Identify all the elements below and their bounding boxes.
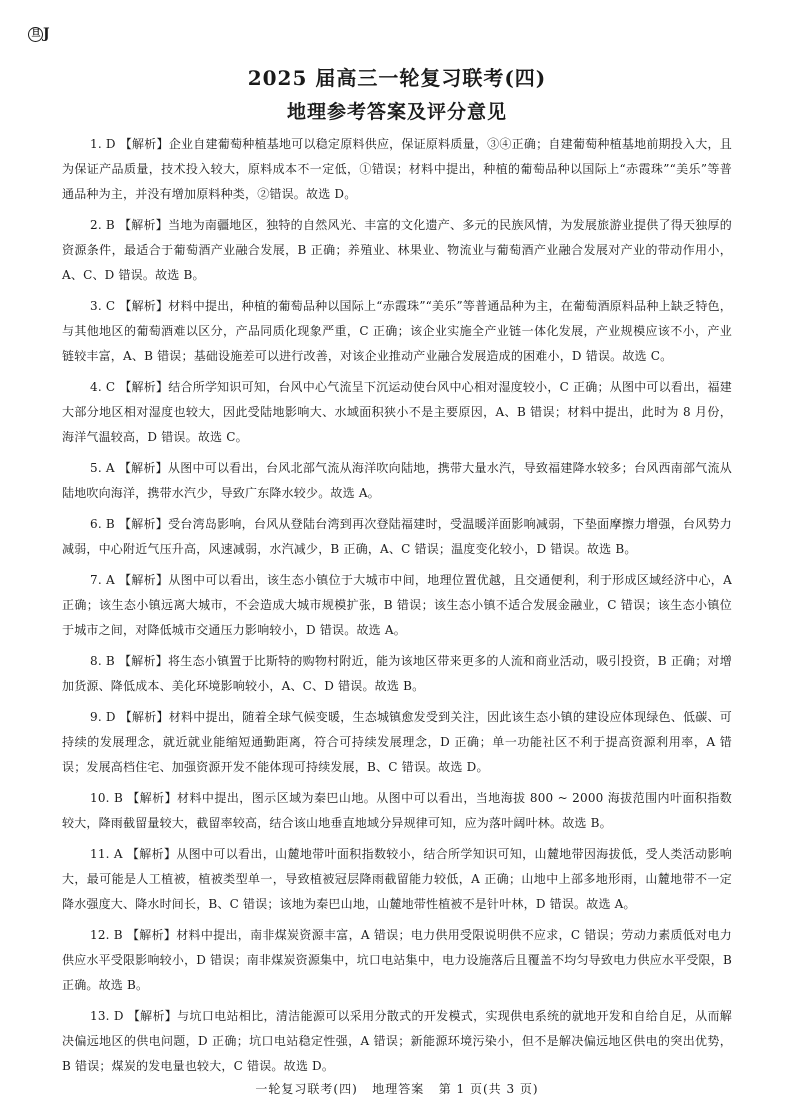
answer-item-10 <box>62 786 732 836</box>
answer-list <box>62 132 732 1085</box>
answer-text: 当地为南疆地区，独特的自然风光、丰富的文化遗产、多元的民族风情，为发展旅游业提供了得天独厚的资源条件，最适合于葡萄酒产业融合发展，B 正确；养殖业、林果业、物流业与葡萄酒产业融合发展对产业的带动作用小，A、C、D 错误。故选 B。 <box>62 218 732 282</box>
answer-number: 2. B <box>90 218 115 232</box>
analysis-tag: 【解析】 <box>119 299 169 313</box>
answer-text: 材料中提出，种植的葡萄品种以国际上“赤霞珠”“美乐”等普通品种为主，在葡萄酒原料品种上缺乏特色，与其他地区的葡萄酒难以区分，产品同质化现象严重，C 正确；该企业实施全产业链一体化发展，产业规模应该不小，产业链较丰富，A、B 错误；基础设施差可以进行改善，对该企业推动产业融合发展造成的困难小，D 错误。故选 C。 <box>62 299 732 363</box>
footer-subject: 地理答案 <box>372 1082 425 1096</box>
answer-number: 13. D <box>90 1009 124 1023</box>
answer-number: 1. D <box>90 137 116 151</box>
answer-text: 企业自建葡萄种植基地可以稳定原料供应，保证原料质量，③④正确；自建葡萄种植基地前期投入大，且为保证产品质量，技术投入较大，原料成本不一定低，①错误；材料中提出，种植的葡萄品种以国际上“赤霞珠”“美乐”等普通品种为主，并没有增加原料种类，②错误。故选 D。 <box>62 137 732 201</box>
answer-text: 从图中可以看出，该生态小镇位于大城市中间，地理位置优越，且交通便利，利于形成区域经济中心，A 正确；该生态小镇远离大城市，不会造成大城市规模扩张，B 错误；该生态小镇不适合发展金融业，C 错误；该生态小镇位于城市之间，对降低城市交通压力影响较小，D 错误。故选 A。 <box>62 573 733 637</box>
footer-exam-name: 一轮复习联考(四) <box>255 1082 358 1096</box>
answer-number: 12. B <box>90 928 123 942</box>
analysis-tag: 【解析】 <box>119 710 169 724</box>
analysis-tag: 【解析】 <box>119 137 169 151</box>
answer-item-6 <box>62 512 732 562</box>
analysis-tag: 【解析】 <box>119 380 169 394</box>
answer-number: 7. A <box>90 573 115 587</box>
answer-number: 4. C <box>90 380 116 394</box>
page-footer <box>0 1080 794 1097</box>
answer-item-11 <box>62 842 732 917</box>
answer-item-4 <box>62 375 732 450</box>
answer-item-2 <box>62 213 732 288</box>
analysis-tag: 【解析】 <box>126 928 177 942</box>
analysis-tag: 【解析】 <box>127 1009 178 1023</box>
answer-item-9 <box>62 705 732 780</box>
answer-text: 材料中提出，随着全球气候变暖，生态城镇愈发受到关注，因此该生态小镇的建设应体现绿色、低碳、可持续的发展理念，就近就业能缩短通勤距离，符合可持续发展理念，D 正确；单一功能社区不利于提高资源利用率，A 错误；发展高档住宅、加强资源开发不能体现可持续发展，B、C 错误。故选 D。 <box>62 710 732 774</box>
answer-text: 结合所学知识可知，台风中心气流呈下沉运动使台风中心相对湿度较小，C 正确；从图中可以看出，福建大部分地区相对湿度也较大，因此受陆地影响大、水域面积狭小不是主要原因，A、B 错误；材料中提出，此时为 8 月份，海洋气温较高，D 错误。故选 C。 <box>62 380 732 444</box>
page-subtitle: 地理参考答案及评分意见 <box>286 101 507 123</box>
analysis-tag: 【解析】 <box>118 461 168 475</box>
answer-text: 将生态小镇置于比斯特的购物村附近，能为该地区带来更多的人流和商业活动，吸引投资，B 正确；对增加货源、降低成本、美化环境影响较小，A、C、D 错误。故选 B。 <box>62 654 732 693</box>
answer-item-8 <box>62 649 732 699</box>
answer-number: 3. C <box>90 299 116 313</box>
analysis-tag: 【解析】 <box>119 654 168 668</box>
answer-text: 与坑口电站相比，清洁能源可以采用分散式的开发模式，实现供电系统的就地开发和自给自足，从而解决偏远地区的供电问题，D 正确；坑口电站稳定性强，A 错误；新能源环境污染小，但不是解决偏远地区供电的突出优势，B 错误；煤炭的发电量也较大，C 错误。故选 D。 <box>62 1009 732 1073</box>
answer-item-12 <box>62 923 732 998</box>
answer-text: 从图中可以看出，山麓地带叶面积指数较小，结合所学知识可知，山麓地带因海拔低，受人类活动影响大，最可能是人工植被，植被类型单一，导致植被冠层降雨截留能力较低，A 正确；山地中上部多地形雨，山麓地带不一定降水强度大、降水时间长，B、C 错误；该地为秦巴山地，山麓地带性植被不是针叶林，D 错误。故选 A。 <box>62 847 732 911</box>
answer-number: 6. B <box>90 517 115 531</box>
corner-logo-letter: J <box>43 26 49 42</box>
corner-logo <box>28 26 49 42</box>
answer-item-5 <box>62 456 732 506</box>
answer-text: 从图中可以看出，台风北部气流从海洋吹向陆地，携带大量水汽，导致福建降水较多；台风西南部气流从陆地吹向海洋，携带水汽少，导致广东降水较少。故选 A。 <box>62 461 732 500</box>
answer-item-1 <box>62 132 732 207</box>
answer-text: 材料中提出，南非煤炭资源丰富，A 错误；电力供用受限说明供不应求，C 错误；劳动力素质低对电力供应水平受限影响较小，D 错误；南非煤炭资源集中，坑口电站集中，电力设施落后且覆盖不均匀导致电力供应水平受限，B 正确。故选 B。 <box>62 928 732 992</box>
answer-item-13 <box>62 1004 732 1079</box>
answer-text: 受台湾岛影响，台风从登陆台湾到再次登陆福建时，受温暖洋面影响减弱，下垫面摩擦力增强，台风势力减弱，中心附近气压升高，风速减弱，水汽减少，B 正确，A、C 错误；温度变化较小，D 错误。故选 B。 <box>62 517 732 556</box>
answer-number: 9. D <box>90 710 116 724</box>
answer-number: 8. B <box>90 654 115 668</box>
answer-number: 10. B <box>90 791 123 805</box>
page-title: 2025 届高三一轮复习联考(四) <box>247 66 547 90</box>
answer-item-7 <box>62 568 732 643</box>
corner-logo-circled-char: 旦 <box>28 27 43 42</box>
answer-text: 材料中提出，图示区域为秦巴山地。从图中可以看出，当地海拔 800 ~ 2000 海拔范围内叶面积指数较大，降雨截留量较大，截留率较高，结合该山地垂直地域分异规律可知，应为落叶阔叶林。故选 B。 <box>62 791 732 830</box>
footer-page-number: 第 1 页(共 3 页) <box>438 1082 539 1096</box>
analysis-tag: 【解析】 <box>127 791 178 805</box>
answer-number: 11. A <box>90 847 123 861</box>
analysis-tag: 【解析】 <box>119 218 169 232</box>
analysis-tag: 【解析】 <box>119 517 169 531</box>
answer-number: 5. A <box>90 461 115 475</box>
analysis-tag: 【解析】 <box>119 573 169 587</box>
analysis-tag: 【解析】 <box>126 847 177 861</box>
answer-item-3 <box>62 294 732 369</box>
